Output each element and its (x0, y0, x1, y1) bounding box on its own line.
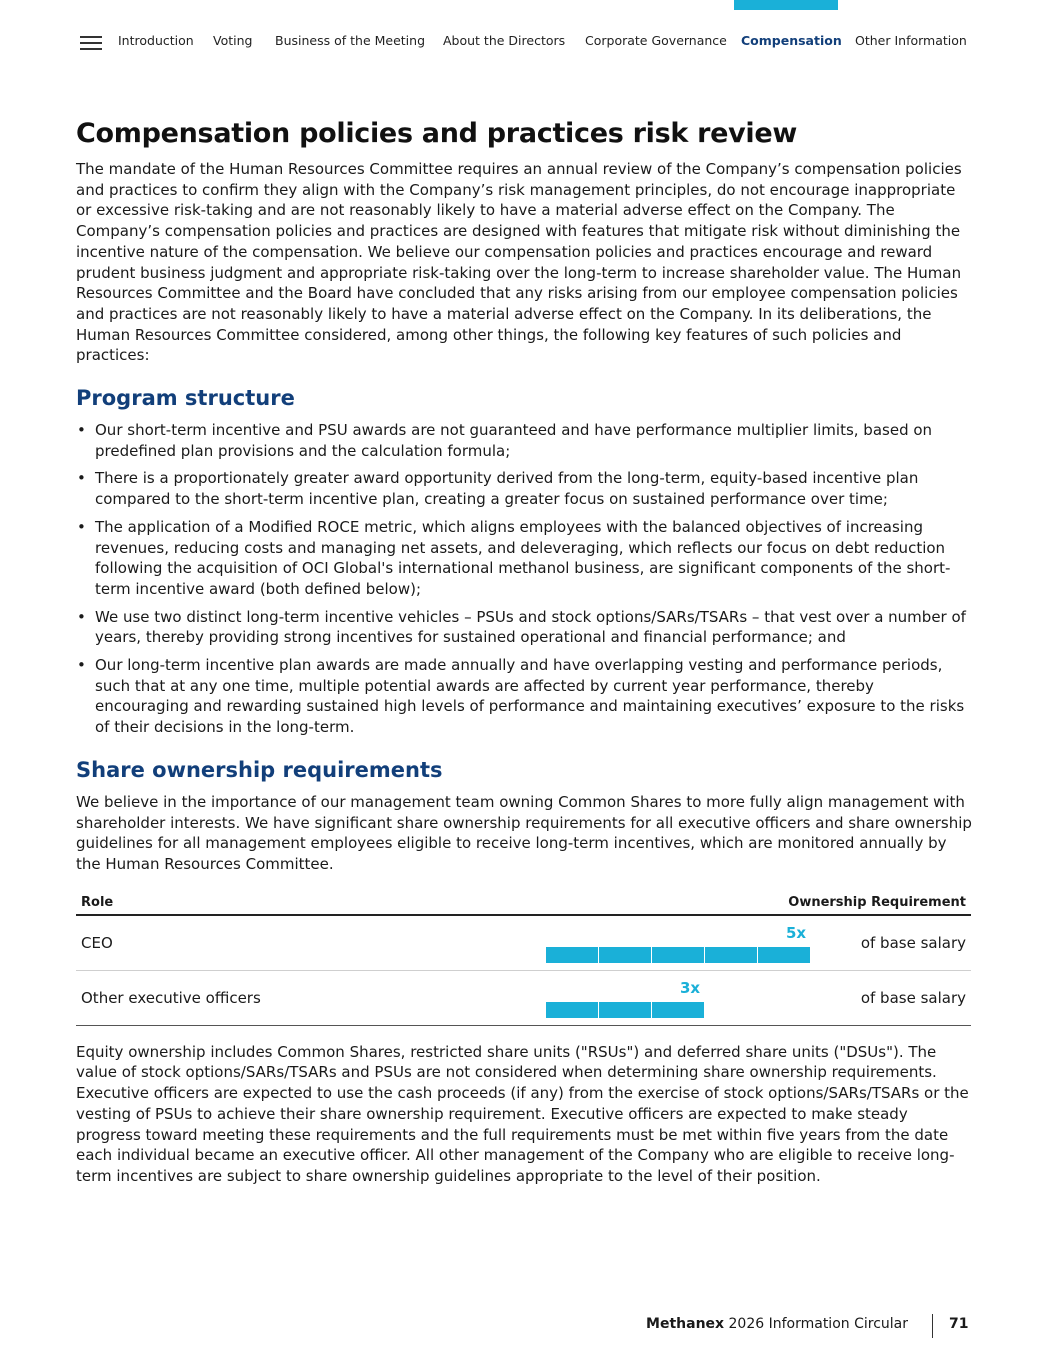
list-item: • We use two distinct long-term incentive vehicles – PSUs and stock options/SARs/TSARs – that vest over a number of years, thereby providing strong incentives for sustained operational and financial performance; and (76, 607, 972, 648)
ownership-bar-segment (599, 1002, 651, 1018)
active-tab-indicator (734, 0, 838, 10)
column-header-ownership-requirement: Ownership Requirement (541, 891, 971, 915)
ownership-basis: of base salary (851, 915, 971, 971)
nav-item-other-information[interactable]: Other Information (855, 33, 967, 48)
list-item: • There is a proportionately greater award opportunity derived from the long-term, equity-based incentive plan compared to the short-term incentive plan, creating a greater focus on sustained performance over time; (76, 468, 972, 509)
hamburger-menu-icon[interactable] (80, 36, 102, 50)
nav-item-compensation[interactable]: Compensation (741, 33, 842, 48)
nav-item-voting[interactable]: Voting (213, 33, 253, 48)
ownership-bar-segment (546, 947, 598, 963)
ownership-bar-segment (652, 1002, 704, 1018)
role-cell: Other executive officers (76, 970, 541, 1025)
footer-divider (932, 1314, 933, 1338)
intro-paragraph: The mandate of the Human Resources Committee requires an annual review of the Company’s compensation policies and practices to confirm they align with the Company’s risk management principles, do not encourage inappropriate or excessive risk-taking and are not reasonably likely to have a material adverse effect on the Company. The Company’s compensation policies and practices are designed with features that mitigate risk without diminishing the incentive nature of the compensation. We believe our compensation policies and practices encourage and reward prudent business judgment and appropriate risk-taking over the long-term to increase shareholder value. The Human Resources Committee and the Board have concluded that any risks arising from our employee compensation policies and practices are not reasonably likely to have a material adverse effect on the Company. In its deliberations, the Human Resources Committee considered, among other things, the following key features of such policies and practices: (76, 160, 962, 365)
footer-brand: Methanex (646, 1316, 725, 1332)
ownership-bar (546, 978, 816, 1018)
role-cell: CEO (76, 915, 541, 971)
ownership-bar-segment (652, 947, 704, 963)
column-header-role: Role (76, 891, 541, 915)
ownership-multiple-label: 5x (786, 923, 807, 942)
ownership-requirements-table (76, 891, 971, 1026)
ownership-bar-segment (599, 947, 651, 963)
ownership-bar-cell (541, 915, 851, 971)
page-title: Compensation policies and practices risk review (76, 118, 798, 149)
page-footer (0, 1314, 1048, 1338)
page-number: 71 (949, 1316, 969, 1332)
ownership-basis: of base salary (851, 970, 971, 1025)
list-item: • Our short-term incentive and PSU awards are not guaranteed and have performance multiplier limits, based on predefined plan provisions and the calculation formula; (76, 420, 972, 461)
footer-publication (646, 1316, 908, 1332)
nav-item-about-the-directors[interactable]: About the Directors (443, 33, 566, 48)
list-item: • The application of a Modified ROCE metric, which aligns employees with the balanced objectives of increasing revenues, reducing costs and managing net assets, and deleveraging, which reflects our focus on debt reduction following the acquisition of OCI Global's international methanol business, are significant components of the short-term incentive award (both defined below); (76, 517, 972, 600)
share-ownership-intro: We believe in the importance of our management team owning Common Shares to more fully align management with shareholder interests. We have significant share ownership requirements for all executive officers and share ownership guidelines for all management employees eligible to receive long-term incentives, which are monitored annually by the Human Resources Committee. (76, 792, 972, 873)
program-structure-list (76, 420, 972, 738)
ownership-bar-segment (758, 947, 810, 963)
ownership-bar (546, 923, 816, 963)
program-structure-heading: Program structure (76, 386, 295, 411)
ownership-bar-segment (546, 1002, 598, 1018)
list-item: • Our long-term incentive plan awards are made annually and have overlapping vesting and performance periods, such that at any one time, multiple potential awards are affected by current year performance, thereby encouraging and rewarding sustained high levels of performance and maintaining executives’ exposure to the risks of their decisions in the long-term. (76, 655, 972, 738)
footer-doc-title: 2026 Information Circular (728, 1316, 908, 1332)
share-ownership-heading: Share ownership requirements (76, 757, 443, 782)
top-navigation (0, 0, 1048, 70)
ownership-bar-segment (705, 947, 757, 963)
nav-item-business-of-the-meeting[interactable]: Business of the Meeting (275, 33, 425, 48)
ownership-bar-cell (541, 970, 851, 1025)
table-row (76, 915, 971, 971)
nav-item-corporate-governance[interactable]: Corporate Governance (585, 33, 727, 48)
equity-ownership-paragraph: Equity ownership includes Common Shares, restricted share units ("RSUs") and deferred share units ("DSUs"). The value of stock options/SARs/TSARs and PSUs are not considered when determining share ownership requirements. Executive officers are expected to use the cash proceeds (if any) from the exercise of stock options/SARs/TSARs or the vesting of PSUs to achieve their share ownership requirement. Executive officers are expected to make steady progress toward meeting these requirements and the full requirements must be met within five years from the date each individual became an executive officer. All other management of the Company who are eligible to receive long-term incentives are subject to share ownership guidelines appropriate to the level of their position. (76, 1042, 969, 1185)
ownership-multiple-label: 3x (680, 978, 701, 997)
nav-item-introduction[interactable]: Introduction (118, 33, 194, 48)
main-content (76, 118, 972, 1187)
ownership-bar-segments (546, 1002, 704, 1018)
table-row (76, 970, 971, 1025)
ownership-bar-segments (546, 947, 810, 963)
